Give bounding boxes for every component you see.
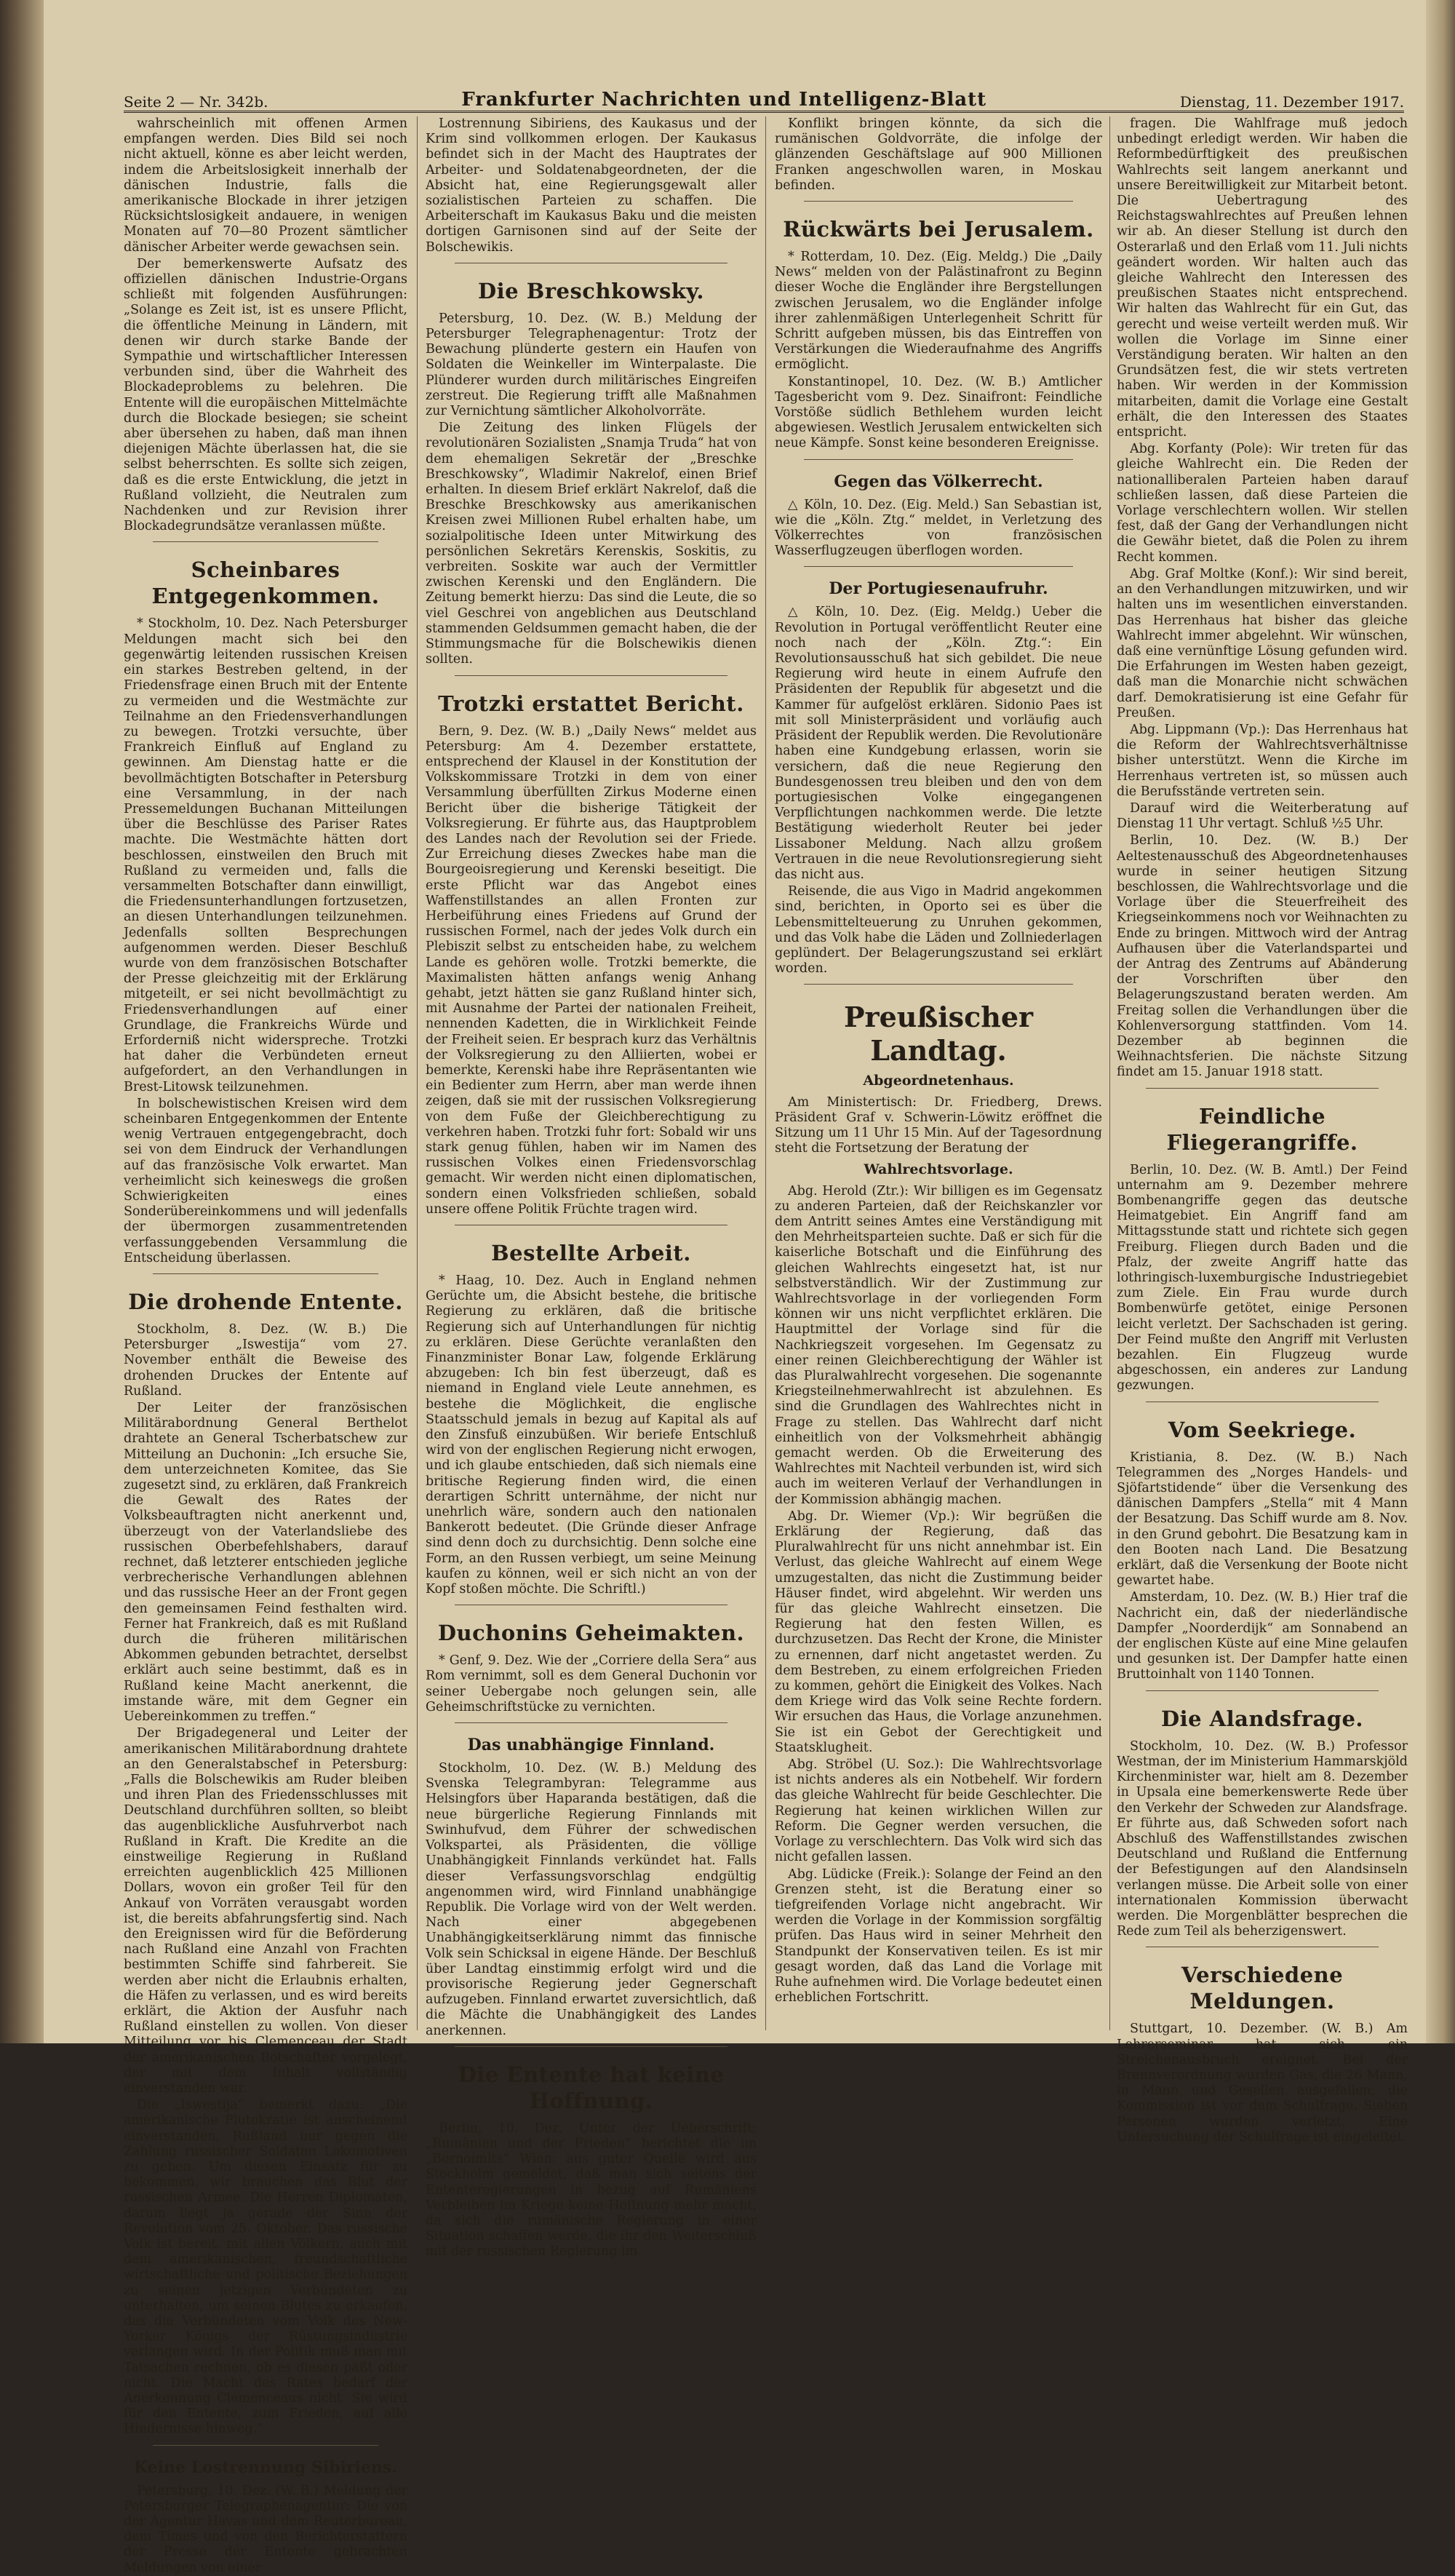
column-divider (765, 116, 766, 2030)
article-headline: Scheinbares Entgegenkommen. (151, 557, 380, 609)
article-separator (804, 984, 1073, 985)
article-separator (1146, 1088, 1379, 1089)
article-paragraph: Stockholm, 10. Dez. (W. B.) Professor Westman, der im Ministerium Hammarskjöld Kirchenminister war, hielt am 8. Dezember in Upsala eine bemerkenswerte Rede über den Verkehr der Schweden zur Alandsfrage. Er führte aus, daß Schweden sofort nach Abschluß des Waffenstillstandes zwischen Deutschland und Rußland die Entfernung der Befestigungen auf den Alandsinseln verlangen müsse. Die Arbeit solle von einer internationalen Kommission überwacht werden. Die Morgenblätter besprechen die Rede zum Teil als beherzigenswert. (1117, 1738, 1408, 1939)
newspaper-title: Frankfurter Nachrichten und Intelligenz-Blatt (461, 89, 987, 111)
article-paragraph: △ Köln, 10. Dez. (Eig. Meldg.) Ueber die Revolution in Portugal veröffentlicht Reuter eine noch nach der „Köln. Ztg.“: Ein Revolutionsausschuß hat sich gebildet. Die neue Regierung wird heute in einem Aufrufe den Präsidenten der Republik für abgesetzt und die Kammer für aufgelöst erklären. Sidonio Paes ist mit soll Ministerpräsident und vorläufig auch Präsident der Republik werden. Die Revolutionäre haben eine Kundgebung erlassen, worin sie versichern, daß die neue Regierung den Bundesgenossen treu bleiben und den von dem portugiesischen Volke eingegangenen Verpflichtungen nachkommen werde. Die letzte Bestätigung wiederholt Reuter bei jeder Lissaboner Meldung. Nach allzu großem Vertrauen in die neue Revolutionsregierung sieht das nicht aus. (775, 605, 1102, 882)
section-subheading: Wahlrechtsvorlage. (864, 1161, 1013, 1178)
article-separator (455, 675, 728, 676)
article-paragraph: Berlin, 10. Dez. (W. B.) Der Aeltestenausschuß des Abgeordnetenhauses wurde in seiner heutigen Sitzung beschlossen, die Wahlrechtsvorlage und die Vorlage über die Steuerfreiheit des Kriegseinkommens noch vor Weihnachten zu Ende zu bringen. Mittwoch wird der Antrag Aufhausen über die Vaterlandspartei und der Antrag des Zentrums auf Abänderung der Vorschriften über den Belagerungszustand beraten werden. Am Freitag sollen die Verhandlungen über die Kohlenversorgung stattfinden. Vom 14. Dezember ab beginnen die Weihnachtsferien. Die nächste Sitzung findet am 15. Januar 1918 statt. (1117, 833, 1408, 1080)
article-paragraph: Abg. Graf Moltke (Konf.): Wir sind bereit, an den Verhandlungen mitzuwirken, und wir halten uns im wesentlichen einverstanden. Das Herrenhaus hat bisher das gleiche Wahlrecht immer abgelehnt. Wir wünschen, daß eine vernünftige Lösung gefunden wird. Die Erfahrungen im Westen haben gezeigt, daß man die Monarchie nicht schwächen darf. Demokratisierung ist eine Gefahr für Preußen. (1117, 566, 1408, 720)
article-separator (1146, 1690, 1379, 1691)
column-3 (775, 116, 1102, 2038)
article-headline: Rückwärts bei Jerusalem. (783, 217, 1094, 242)
article-separator (153, 1273, 378, 1274)
section-heading: Preußischer Landtag. (843, 1001, 1034, 1068)
book-spine (0, 0, 44, 2043)
article-paragraph: Lostrennung Sibiriens, des Kaukasus und der Krim sind vollkommen erlogen. Der Kaukasus befindet sich in der Macht des Hauptrates der Arbeiter- und Soldatenabgeordneten, der die Absicht hat, eine Regierungsgewalt aller sozialistischen Parteien zu schaffen. Die Arbeiterschaft im Kaukasus Baku und die meisten dortigen Garnisonen sind auf der Seite der Bolschewikis. (426, 116, 757, 255)
article-headline: Die Alandsfrage. (1160, 1706, 1364, 1731)
article-headline: Bestellte Arbeit. (491, 1241, 691, 1265)
article-paragraph: Bern, 9. Dez. (W. B.) „Daily News“ meldet aus Petersburg: Am 4. Dezember erstattete, entsprechend der Klausel in der Konstitution der Volkskommissare Trotzki in dem von einer Versammlung überfüllten Zirkus Moderne einen Bericht über die bisherige Tätigkeit der Volksregierung. Er führte aus, das Hauptproblem des Landes nach der Revolution sei der Friede. Zur Erreichung dieses Zweckes habe man die Bourgeoisregierung und Kerenski beseitigt. Die erste Pflicht war das Angebot eines Waffenstillstandes an allen Fronten zur Herbeiführung eines Friedens auf Grund der russischen Formel, nach der jedes Volk durch ein Plebiszit selbst zu entscheiden habe, zu welchem Lande es gehören wolle. Trotzki bemerkte, die Maximalisten hätten anfangs wenig Anhang gehabt, jetzt hätten sie ganz Rußland hinter sich, mit Ausnahme der Partei der nationalen Freiheit, nennenden Kadetten, die in Wirklichkeit Feinde der Freiheit seien. Er besprach kurz das Verhältnis der Volksregierung zu den Alliierten, wobei er bemerkte, Kerenski habe ihre Repräsentanten wie ein Bedienter zum Herrn, aber man werde ihnen zeigen, daß sie mit der russischen Volksregierung von dem Fuße der Gleichberechtigung zu verkehren haben. Trotzki fuhr fort: Sobald wir uns stark genug fühlen, haben wir im Namen des russischen Volkes einen Friedensvorschlag gemacht. Wir werden nicht einen diplomatischen, sondern einen Volksfrieden schließen, sobald unsere offene Politik Früchte tragen wird. (426, 723, 757, 1217)
article-paragraph: fragen. Die Wahlfrage muß jedoch unbedingt erledigt werden. Wir haben die Reformbedürftigkeit des preußischen Wahlrechts seit langem anerkannt und unsere Bereitwilligkeit zur Mitarbeit betont. Die Uebertragung des Reichstagswahlrechtes auf Preußen lehnen wir ab. An dieser Stellung ist durch den Osterarlaß und den Erlaß vom 11. Juli nichts geändert worden. Wir halten auch das gleiche Wahlrecht den Interessen des preußischen Staates nicht entsprechend. Wir halten das Wahlrecht für ein Gut, das gerecht und weise verteilt werden muß. Wir wollen die Vorlage im Sinne einer Verständigung beraten. Wir halten an den Grundsätzen fest, die wir stets vertreten haben. Wir werden in der Kommission mitarbeiten, damit die Vorlage eine Gestalt erhält, die den Interessen des Staates entspricht. (1117, 116, 1408, 440)
masthead (124, 73, 1404, 113)
article-paragraph: Die Zeitung des linken Flügels der revolutionären Sozialisten „Snamja Truda“ hat von dem ehemaligen Sekretär der „Breschke Breschkowsky“, Wladimir Nakrelof, einen Brief erhalten. In diesem Brief erklärt Nakrelof, daß die Breschke Breschkowsky aus amerikanischen Kreisen zwei Millionen Rubel erhalten habe, um sozialpolitische Ideen unter Mitwirkung des persönlichen Sekretärs Kerenskis, Soskitis, zu verbreiten. Soskite war auch der Vermittler zwischen Kerenski und den Engländern. Die Zeitung bemerkt hierzu: Das sind die Leute, die so viel Geschrei von angeblichen aus Deutschland stammenden Geldsummen gemacht haben, die der Stimmungsmache für die Bolschewikis dienen sollten. (426, 421, 757, 667)
article-paragraph: Abg. Korfanty (Pole): Wir treten für das gleiche Wahlrecht ein. Die Reden der nationalliberalen Parteien haben darauf schließen lassen, daß diese Parteien die Vorlage verschlechtern wollen. Wir stellen fest, daß der Gang der Verhandlungen nicht die Gewähr bietet, daß die Polen zu ihrem Recht kommen. (1117, 442, 1408, 565)
article-paragraph: Abg. Dr. Wiemer (Vp.): Wir begrüßen die Erklärung der Regierung, daß das Pluralwahlrecht für uns nicht annehmbar ist. Ein Verlust, das gleiche Wahlrecht auf einem Wege umzugestalten, das nicht die Zustimmung beider Häuser findet, wird abgelehnt. Wir werden uns für das gleiche Wahlrecht einsetzen. Die Regierung hat den festen Willen, es durchzusetzen. Das Recht der Krone, die Minister zu ernennen, darf nicht angetastet werden. Zu dem Bestreben, zu einem erfolgreichen Frieden zu kommen, gehört die Einigkeit des Volkes. Nach dem Kriege wird das Volk seine Rechte fordern. Wir ersuchen das Haus, die Vorlage anzunehmen. Sie ist ein Gebot der Gerechtigkeit und Staatsklugheit. (775, 1508, 1102, 1755)
article-paragraph: Am Ministertisch: Dr. Friedberg, Drews. Präsident Graf v. Schwerin-Löwitz eröffnet die Sitzung um 11 Uhr 15 Min. Auf der Tagesordnung steht die Fortsetzung der Beratung der (775, 1094, 1102, 1156)
article-separator (455, 1722, 728, 1723)
article-paragraph: wahrscheinlich mit offenen Armen empfangen werden. Dies Bild sei noch nicht aktuell, könne es aber leicht werden, indem die Arbeitslosigkeit innerhalb der dänischen Industrie, falls die amerikanische Blockade in ihrer jetzigen Rücksichtslosigkeit andauere, in wenigen Monaten auf 70—80 Prozent sämtlicher dänischer Arbeiter werde gewachsen sein. (124, 116, 407, 255)
article-headline: Die drohende Entente. (128, 1289, 403, 1315)
article-headline: Trotzki erstattet Bericht. (438, 691, 744, 716)
column-1 (124, 116, 407, 2575)
article-paragraph: Stockholm, 8. Dez. (W. B.) Die Petersburger „Iswestija“ vom 27. November enthält die Beweise des drohenden Druckes der Entente auf Rußland. (124, 1322, 407, 1399)
article-paragraph: Kristiania, 8. Dez. (W. B.) Nach Telegrammen des „Norges Handels- und Sjöfartstidende“ über die Versenkung des dänischen Dampfers „Stella“ mit 4 Mann der Besatzung. Das Schiff wurde am 8. Nov. in den Grund gebohrt. Die Besatzung kam in den Booten nach Land. Die Besatzung erklärt, daß die Versenkung der Boote nicht gewartet habe. (1117, 1450, 1408, 1589)
article-paragraph: △ Köln, 10. Dez. (Eig. Meld.) San Sebastian ist, wie die „Köln. Ztg.“ meldet, in Verletzung des Völkerrechtes von französischen Wasserflugzeugen überflogen worden. (775, 497, 1102, 559)
article-paragraph: Der bemerkenswerte Aufsatz des offiziellen dänischen Industrie-Organs schließt mit folgenden Ausführungen: „Solange es Zeit ist, ist es unsere Pflicht, die öffentliche Meinung in Ländern, mit denen wir durch starke Bande der Sympathie und wirtschaftlicher Interessen verbunden sind, über die Wahrheit des Blockadeproblems zu belehren. Die Entente will die europäischen Mittelmächte durch die Blockade besiegen; sie scheint aber übersehen zu haben, daß man ihnen diejenigen Mächte überlassen hat, die sie selbst beherrschten. Es sollte sich zeigen, daß es die erste Entwicklung, die jetzt in Rußland vollzieht, die Neutralen zum Nachdenken und zur Revision ihrer Blockadegrundsätze veranlassen müßte. (124, 256, 407, 534)
article-paragraph: Stockholm, 10. Dez. (W. B.) Meldung des Svenska Telegrambyran: Telegramme aus Helsingfors über Haparanda bestätigen, daß die neue bürgerliche Regierung Finnlands mit Swinhufvud, dem Führer der schwedischen Volkspartei, als Präsidenten, die völlige Unabhängigkeit Finnlands verkündet hat. Falls dieser Verfassungsvorschlag endgültig angenommen wird, wird Finnland unabhängige Republik. Die Vorlage wird von der Welt werden. Nach einer abgegebenen Unabhängigkeitserklärung nimmt das finnische Volk sein Schicksal in eigene Hände. Der Beschluß über Landtag einstimmig erfolgt wird und die provisorische Regierung jeder Gegnerschaft aufzugeben. Finnland erwartet zuversichtlich, daß die Mächte die Unabhängigkeit des Landes anerkennen. (426, 1761, 757, 2038)
article-paragraph: Der Leiter der französischen Militärabordnung General Berthelot drahtete an General Tscherbatschew zur Mitteilung an Duchonin: „Ich ersuche Sie, dem unterzeichneten Komitee, das Sie zugesetzt sind, zu erklären, daß Frankreich die Gewalt des Rates der Volksbeauftragten nicht anerkennt und, überzeugt von der Vaterlandsliebe des russischen Oberbefehlshabers, darauf rechnet, daß letzterer entschieden jegliche verbrecherische Verhandlungen ablehnen und das russische Heer an der Front gegen den gemeinsamen Feind festhalten wird. Ferner hat Frankreich, daß es mit Rußland durch die früheren militärischen Abkommen gebunden betrachtet, derselbst erklärt auch seine bestimmt, daß es in Rußland keine Macht anerkennt, die imstande wäre, mit dem Gegner ein Uebereinkommen zu treffen.“ (124, 1401, 407, 1725)
column-divider (1109, 116, 1110, 2030)
article-headline: Die Entente hat keine Hoffnung. (458, 2062, 725, 2113)
article-paragraph: Die „Iswestija“ bemerkt dazu: „Die amerikanische Plutokratie ist anscheinend einverstanden, Rußland nur gegen die Zahlung russischer Soldaten Lokomotiven zu geben. Um diesen Einsatz für zu bekommen, wir brauchen das Blut der russischen Armee. Die Herren Diplomaten, darum liegt ja gerade der Sinn der Revolution vom 25. Oktober. Das russische Volk ist bereit, mit allen Völkern, auch mit dem amerikanischen, freundschaftliche wirtschaftliche und politische Beziehungen zu seinen jetzigen Verbündeten zu unterhalten, um seinen Blutes zu erkaufen, das die Verbündeten vom Volk des New-Yorker Königs der Rüstungsindustrie verlangen wird. In der Politik muß man mit Tatsachen rechnen, ob es diesen paßt oder nicht. Die Macht des Rates bedarf der Anerkennung Clemenceaus nicht. Sie wird für den Entente, zum Frieden, auf alle Hindernisse hinweg.“ (124, 2098, 407, 2437)
article-separator (153, 2445, 378, 2446)
article-headline: Die Breschkowsky. (478, 278, 704, 303)
article-headline: Verschiedene Meldungen. (1181, 1963, 1344, 2014)
article-headline: Duchonins Geheimakten. (437, 1621, 745, 1646)
article-subheadline: Keine Lostrennung Sibiriens. (134, 2457, 397, 2477)
article-paragraph: Petersburg, 10. Dez. (W. B.) Meldung der Petersburger Telegraphenagentur: Trotz der Bewachung plünderte gestern ein Haufen von Soldaten die Weinkeller im Winterpalaste. Die Plünderer wurden durch militärisches Eingreifen zerstreut. Die Regierung trifft alle Maßnahmen zur Vernichtung sämtlicher Alkoholvorräte. (426, 311, 757, 419)
article-paragraph: Konstantinopel, 10. Dez. (W. B.) Amtlicher Tagesbericht vom 9. Dez. Sinaifront: Feindliche Vorstöße südlich Bethlehem wurden leicht abgewiesen. Westlich Jerusalem entwickelten sich neue Kämpfe. Sonst keine besonderen Ereignisse. (775, 374, 1102, 451)
column-4 (1117, 116, 1408, 2144)
article-separator (455, 2046, 728, 2047)
article-paragraph: Abg. Lippmann (Vp.): Das Herrenhaus hat die Reform der Wahlrechtsverhältnisse bisher unterstützt. Wenn die Kirche im Herrenhaus vertreten ist, so müssen auch die Berufsstände vertreten sein. (1117, 722, 1408, 799)
article-paragraph: Stuttgart, 10. Dezember. (W. B.) Am Lehrerseminar hat sich ein Streichenausbruch ereignet. Bei der Brennverordnung wurden Gas, die 26 Mann, in Mann und Gesellen ausgefallen, die Kommission ist vor dem Schulfrage. Sieben Personen wurden verletzt. Eine Untersuchung der Schulfrage ist eingeleitet. (1117, 2022, 1408, 2144)
article-separator (804, 566, 1073, 567)
article-paragraph: Abg. Lüdicke (Freik.): Solange der Feind an den Grenzen steht, ist die Beratung einer so tiefgreifenden Vorlage nicht angebracht. Wir werden die Vorlage in der Kommission sorgfältig prüfen. Das Haus wird in seiner Mehrheit den Standpunkt der Konservativen teilen. Es ist mir gesagt worden, daß das Land die Vorlage mit Ruhe aufnehmen wird. Die Vorlage bedeutet einen erheblichen Fortschritt. (775, 1867, 1102, 2005)
article-paragraph: Darauf wird die Weiterberatung auf Dienstag 11 Uhr vertagt. Schluß ½5 Uhr. (1117, 800, 1408, 832)
article-paragraph: In bolschewistischen Kreisen wird dem scheinbaren Entgegenkommen der Entente wenig Vertrauen entgegengebracht, doch sei von dem Eindruck der Verhandlungen auf das französische Volk erwartet. Man verheimlicht sich keineswegs die großen Schwierigkeiten eines Sonderübereinkommens und will jedenfalls der übermorgen zusammentretenden verfassunggebenden Versammlung die Entscheidung überlassen. (124, 1096, 407, 1265)
article-headline: Feindliche Fliegerangriffe. (1166, 1103, 1358, 1155)
article-headline: Vom Seekriege. (1168, 1417, 1357, 1442)
article-subheadline: Der Portugiesenaufruhr. (829, 579, 1048, 599)
article-paragraph: * Stockholm, 10. Dez. Nach Petersburger Meldungen macht sich bei den gegenwärtig leitenden russischen Kreisen ein starkes Bestreben geltend, in der Friedensfrage einen Bruch mit der Entente zu vermeiden und die Westmächte zur Teilnahme an den Friedensverhandlungen zu bewegen. Trotzki versuchte, über Frankreich Einfluß auf England zu gewinnen. Am Dienstag hatte er die bevollmächtigten Botschafter in Petersburg eine Versammlung, in der nach Pressemeldungen Buchanan Mitteilungen über die Beschlüsse des Pariser Rates machte. Die Westmächte hätten dort beschlossen, einstweilen den Bruch mit Rußland zu vermeiden und, falls die versammelten Botschafter dann einwilligt, die Friedensunterhandlungen fortzusetzen, an diesen Unterhandlungen teilzunehmen. Jedenfalls sollten Besprechungen aufgenommen werden. Dieser Beschluß wurde von dem französischen Botschafter der Presse gleichzeitig mit der Erklärung mitgeteilt, er sei nicht bevollmächtigt zu Friedensverhandlungen auf einer Grundlage, die Frankreichs Würde und Erforderniß nicht widerspreche. Trotzki hat daher die Verbündeten erneut aufgefordert, an den Verhandlungen in Brest-Litowsk teilzunehmen. (124, 616, 407, 1094)
article-separator (153, 541, 378, 542)
article-subheadline: Das unabhängige Finnland. (467, 1736, 715, 1755)
section-subheading: Abgeordnetenhaus. (863, 1073, 1014, 1089)
article-paragraph: Reisende, die aus Vigo in Madrid angekommen sind, berichten, in Oporto sei es über die Lebensmittelteuerung zu Unruhen gekommen, und das Volk habe die Läden und Zollniederlagen geplündert. Der Belagerungszustand sei erklärt worden. (775, 884, 1102, 977)
article-separator (804, 201, 1073, 202)
page-number: Seite 2 — Nr. 342b. (124, 93, 268, 111)
article-paragraph: * Rotterdam, 10. Dez. (Eig. Meldg.) Die „Daily News“ melden von der Palästinafront zu Beginn dieser Woche die Engländer ihre Bergstellungen zwischen Jerusalem, wo die Engländer infolge ihrer zahlenmäßigen Unterlegenheit Schritt für Schritt aufgeben müssen, bis das Eintreffen von Verstärkungen die Wiederaufnahme des Angriffs ermöglicht. (775, 250, 1102, 373)
adjacent-page-edge (1426, 0, 1455, 2043)
article-paragraph: Berlin, 10. Dez. Unter der Ueberschrift: „Rumänien und der Frieden“ berichtet die im „Bornoimits“ Wien: aus guter Quelle wird aus Stockholm gemeldet, daß man sich seitens der Ententeregierungen in bezug auf Rumäniens Verbleiben im Kriege keine Hoffnung mehr macht, da sich die rumänische Regierung in einer Situation schaffen werde, die ihr den Weiterschluß mit der russischen Regierung im (426, 2120, 757, 2259)
issue-date: Dienstag, 11. Dezember 1917. (1179, 93, 1404, 111)
article-paragraph: Amsterdam, 10. Dez. (W. B.) Hier traf die Nachricht ein, daß der niederländische Dampfer „Noorderdijk“ am Sonnabend an der englischen Küste auf eine Mine gelaufen und gesunken ist. Der Dampfer hatte einen Bruttoinhalt von 1140 Tonnen. (1117, 1590, 1408, 1682)
article-paragraph: Abg. Herold (Ztr.): Wir billigen es im Gegensatz zu anderen Parteien, daß der Reichskanzler vor dem Antritt seines Amtes eine Verständigung mit den Mehrheitsparteien suchte. Daß er sich für die kaiserliche Botschaft und die Einführung des gleichen Wahlrechts eingesetzt hat, ist nur selbstverständlich. Wir der Zustimmung zur Wahlrechtsvorlage in der vorliegenden Form können wir uns nicht verpflichtet erklären. Die Hauptmittel der Vorlage sind für die Nachkriegszeit vorgesehen. Im Gegensatz zu einer reinen Gleichberechtigung der Wähler ist das Pluralwahlrecht vorgesehen. Die sogenannte Kriegsteilnehmerwahlrecht ist abzulehnen. Es sind die Grundlagen des Wahlrechtes nicht in Frage zu stellen. Das Wahlrecht darf nicht einheitlich von der Volksmehrheit abhängig gemacht werden. Ob die Erweiterung des Wahlrechtes mit Nachteil verbunden ist, wird sich auch im weiteren Verlauf der Verhandlungen in der Kommission abhängig machen. (775, 1183, 1102, 1507)
column-2 (426, 116, 757, 2259)
article-paragraph: Berlin, 10. Dez. (W. B. Amtl.) Der Feind unternahm am 9. Dezember mehrere Bombenangriffe gegen das deutsche Heimatgebiet. Ein Angriff fand am Mittagsstunde statt und richtete sich gegen Freiburg. Fliegen durch Baden und die Pfalz, der zweite Angriff hatte das lothringisch-luxemburgische Industriegebiet zum Ziele. Ein Frau wurde durch Bombenwürfe getötet, einige Personen leicht verletzt. Der Sachschaden ist gering. Der Feind mußte den Angriff mit Verlusten bezahlen. Ein Flugzeug wurde abgeschossen, ein anderes zur Landung gezwungen. (1117, 1162, 1408, 1394)
article-paragraph: Petersburg, 10. Dez. (W. B.) Meldung der Petersburger Telegraphenagentur: Die von der Agentur Havas und dem Reuterbureau, dem Times und von den Berichterstattern der Presse der Entente gebrachten Meldungen von einer (124, 2483, 407, 2575)
article-paragraph: Der Brigadegeneral und Leiter der amerikanischen Militärabordnung drahtete an den Generalstabschef in Petersburg: „Falls die Bolschewikis am Ruder bleiben und ihren Plan des Friedensschlusses mit Deutschland durchführen sollten, so bleibt das augenblickliche Ausfuhrverbot nach Rußland in Kraft. Die Kredite an die einstweilige Regierung in Rußland erreichten augenblicklich 425 Millionen Dollars, wovon ein großer Teil für den Ankauf von Vorräten verausgabt worden ist, die bereits abfahrungsfertig sind. Nach den Ereignissen wird für die Beförderung nach Rußland eine Anzahl von Frachten bestimmten Schiffe sind fahrbereit. Sie werden aber nicht die Erlaubnis erhalten, die Häfen zu verlassen, und es wird bereits erklärt, die Aktion der Ausfuhr nach Rußland einstellen zu wollen. Von dieser Mitteilung vor bis Clemenceau der Stadt der amerikanischen Botschafter vorgelegt, der mit dem Inhalt vollständig einverstanden war. (124, 1726, 407, 2096)
article-subheadline: Gegen das Völkerrecht. (834, 472, 1043, 491)
article-paragraph: Abg. Ströbel (U. Soz.): Die Wahlrechtsvorlage ist nichts anderes als ein Notbehelf. Wir fordern das gleiche Wahlrecht für beide Geschlechter. Die Regierung hat keinen wirklichen Willen zur Reform. Die Gegner werden versuchen, die Vorlage zu verschlechtern. Das Volk wird sich das nicht gefallen lassen. (775, 1757, 1102, 1865)
article-paragraph: * Genf, 9. Dez. Wie der „Corriere della Sera“ aus Rom vernimmt, soll es dem General Duchonin vor seiner Uebergabe noch gelungen sein, alle Geheimschriftstücke zu vernichten. (426, 1653, 757, 1714)
column-divider (417, 116, 418, 2030)
article-paragraph: Konflikt bringen könnte, da sich die rumänischen Goldvorräte, die infolge der glänzenden Geschäftslage auf 900 Millionen Franken angeschwollen waren, in Moskau befinden. (775, 116, 1102, 193)
article-separator (804, 459, 1073, 460)
article-paragraph: * Haag, 10. Dez. Auch in England nehmen Gerüchte um, die Absicht bestehe, die britische Regierung zu erklären, daß die britische Regierung sich auf Unterhandlungen für nichtig zu erklären. Diese Gerüchte veranlaßten den Finanzminister Bonar Law, folgende Erklärung abzugeben: Ich bin fest überzeugt, daß es niemand in England viele Leute annehmen, es bestehe die Möglichkeit, die englische Staatsschuld jemals in bezug auf Kapital als auf den Zinsfuß einzubüßen. Wir beriefe Entschluß wird von der englischen Regierung nicht erwogen, und ich glaube entschieden, daß sich niemals eine britische Regierung finden wird, die einen derartigen Schritt unternähme, der nicht nur unehrlich wäre, sondern auch den nationalen Bankerott bedeutet. (Die Gründe dieser Anfrage sind denn doch zu durchsichtig. Denn solche eine Form, an den Russen verbiegt, um seine Meinung kaufen zu können, weil er sich nicht an von der Kopf stoßen möchte. Die Schriftl.) (426, 1273, 757, 1597)
